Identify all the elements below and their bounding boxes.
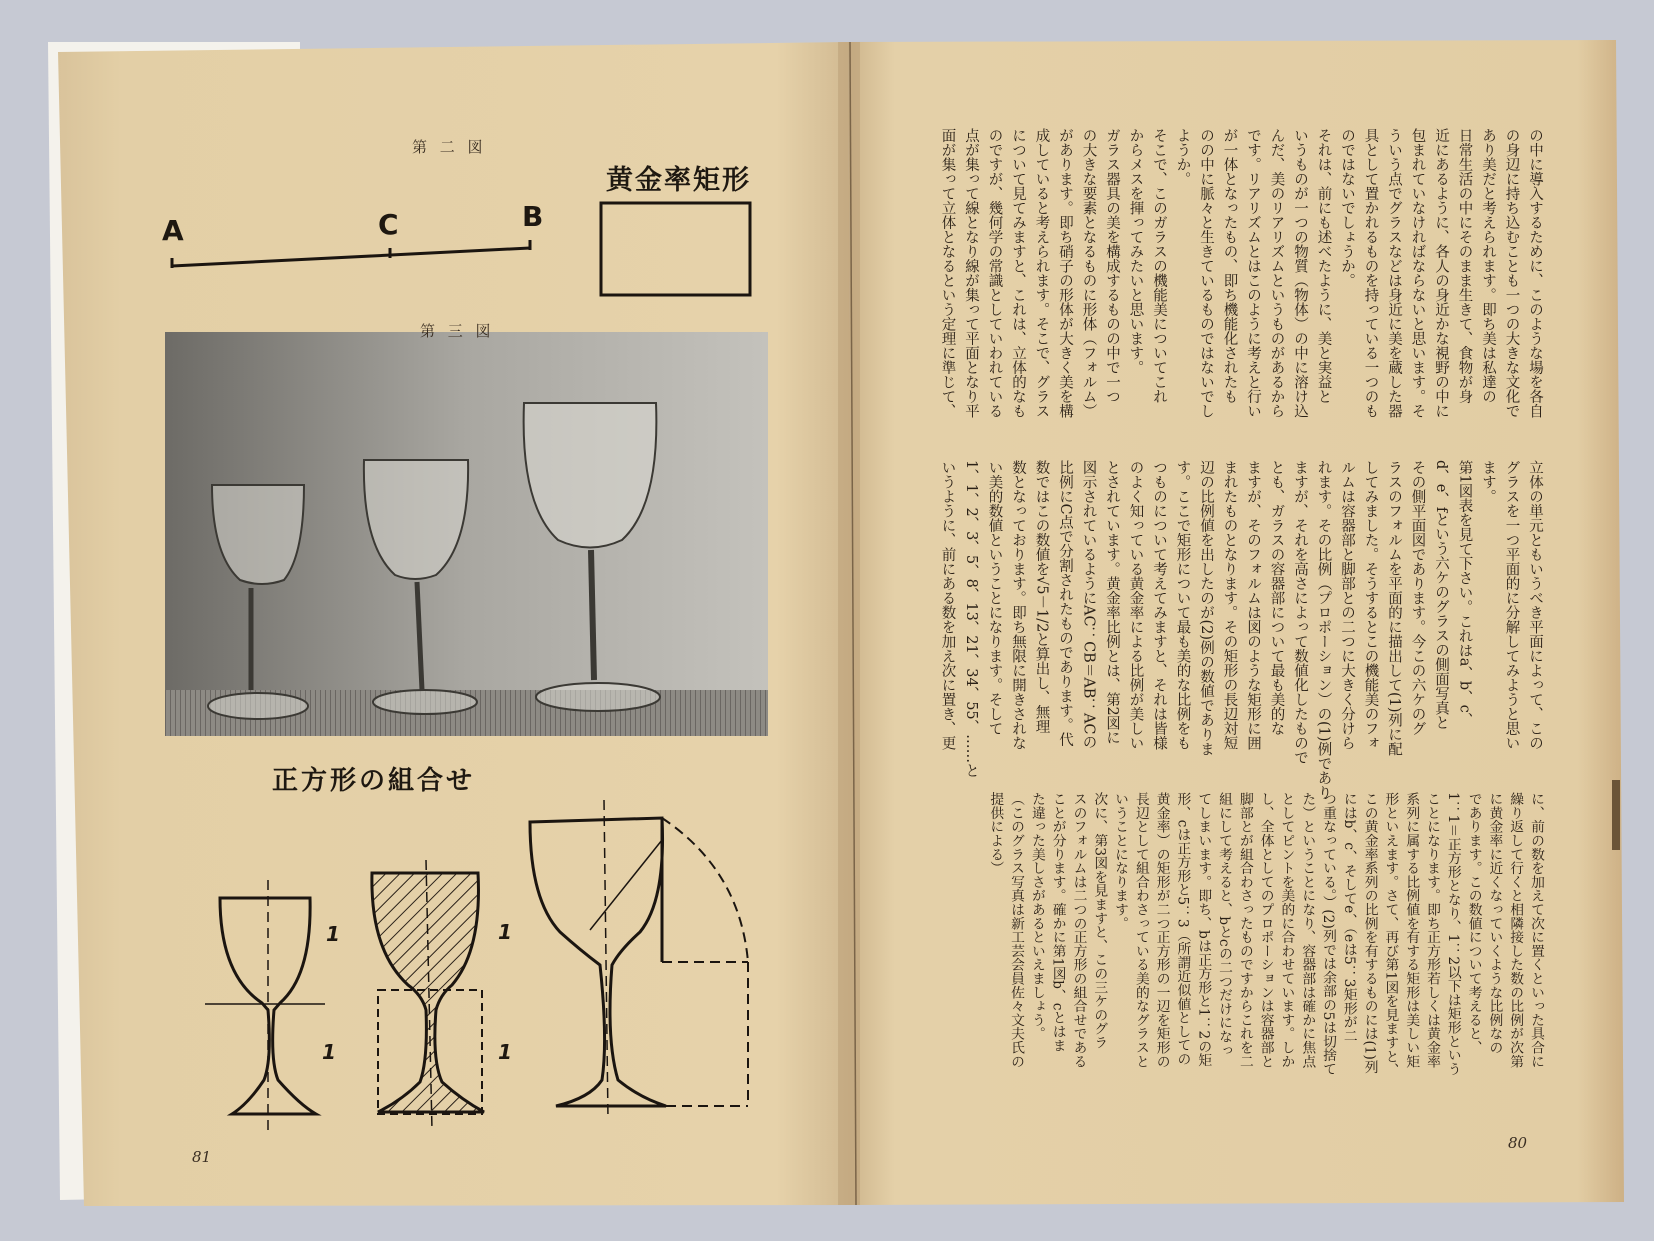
text-column: のの中に脈々と生きているものではないでし: [1198, 128, 1214, 418]
text-column: 点が集って線となり線が集って平面となり平: [963, 128, 979, 418]
right-page-middle-block: [912, 460, 1543, 800]
text-column: ことになります。即ち正方形若しくは黄金率: [1424, 792, 1441, 1068]
text-column: のですが、幾何学の常識としていわれている: [986, 128, 1003, 418]
text-column: 次に、第3図を見ますと、この三ケのグラ: [1091, 792, 1108, 1050]
text-column: の身辺に持ち込むことも一つの大きな文化で: [1503, 128, 1520, 418]
text-column: 提供による）: [987, 792, 1004, 875]
glasses-photo: [165, 332, 768, 736]
text-column: （このグラス写真は新工芸会員佐々文夫氏の: [1008, 792, 1025, 1068]
text-column: してみました。そうするとこの機能美のフォ: [1362, 460, 1379, 750]
text-column: が一体となったもの、即ち機能化されたも: [1221, 128, 1238, 404]
text-column: 形といえます。さて、再び第1図を見ますと、: [1382, 792, 1399, 1077]
text-column: 立体の単元ともいうべき平面によって、この: [1527, 460, 1543, 750]
text-column: にはb、c、そしてe、（eは5：3矩形が二: [1340, 792, 1357, 1043]
segment-label-a: A: [162, 214, 184, 247]
text-column: としてピントを美的に合わせています。しか: [1278, 792, 1295, 1068]
text-column: スのフォルムは二つの正方形の組合せである: [1070, 792, 1087, 1068]
text-column: 脚部とが組合わさったものですからこれを二: [1236, 792, 1253, 1068]
right-page-lower-block: [912, 792, 1542, 1122]
text-column: です。リアリズムとはこのように考えと行い: [1245, 128, 1261, 418]
text-column: 黄金率）の矩形が二つ正方形の一辺を矩形の: [1153, 792, 1170, 1068]
segment-label-b: B: [522, 200, 544, 233]
text-column: ういう点でグラスなどは身近に美を蔵した器: [1386, 128, 1402, 418]
text-column: ことが分ります。確かに第1図b、cとはま: [1049, 792, 1066, 1052]
text-column: とされています。黄金率比例とは、第2図に: [1104, 460, 1120, 745]
text-column: まれたものとなります。その矩形の長辺対短: [1221, 460, 1238, 750]
segment-label-c: C: [378, 208, 399, 241]
golden-rectangle-heading: 黄金率矩形: [606, 165, 751, 196]
text-column: この黄金率系列の比例を有するものには(1)列: [1361, 792, 1378, 1074]
binding-clip: [1612, 780, 1620, 850]
text-column: からメスを揮ってみたいと思います。: [1127, 128, 1144, 375]
text-column: 具として置かれるものを持っている一つのも: [1362, 128, 1379, 418]
text-column: ようか。: [1174, 128, 1191, 186]
text-column: 数ではこの数値を√5－1/2と算出し、無理: [1033, 460, 1050, 734]
text-column: 近にあるように、各人の身近かな視野の中に: [1433, 128, 1449, 418]
text-column: d、e、fという六ケのグラスの側面写真と: [1433, 460, 1449, 730]
text-column: いうものが一つの物質（物体）の中に溶け込: [1292, 128, 1308, 418]
text-column: であります。この数値について考えると、: [1465, 792, 1482, 1055]
text-column: 1、1、2、3、5、8、13、21、34、55、……と: [963, 460, 979, 778]
text-column: 数となっております。即ち無限に開きされな: [1010, 460, 1026, 750]
ratio-label-1: 1: [326, 922, 340, 946]
text-column: の中に導入するために、このような場を各自: [1527, 128, 1543, 418]
text-column: 辺の比例値を出したのが(2)例の数値でありま: [1198, 460, 1214, 757]
ratio-label-2: 1: [322, 1040, 336, 1064]
text-column: 包まれていなければならないと思います。そ: [1409, 128, 1426, 418]
text-column: ますが、そのフォルムは図のような矩形に囲: [1245, 460, 1261, 750]
text-column: あり美だと考えられます。即ち美は私達の: [1480, 128, 1496, 404]
text-column: いうことになります。: [1112, 792, 1129, 930]
text-column: ガラス器具の美を構成するものの中で一つ: [1104, 128, 1120, 404]
text-column: 組にして考えると、bとcの二つだけになっ: [1216, 792, 1233, 1057]
right-page-upper-block: [912, 128, 1542, 428]
text-column: 日常生活の中にそのまま生きて、食物が身: [1456, 128, 1473, 404]
text-column: その側平面図であります。今この六ケのグ: [1409, 460, 1426, 736]
text-column: ます。: [1480, 460, 1496, 504]
text-column: のではないでしょうか。: [1339, 128, 1355, 288]
text-column: つ重なっている。）(2)列では余部の5は切捨て: [1320, 792, 1337, 1076]
text-column: いうように、前にある数を加え次に置き、更: [939, 460, 956, 750]
text-column: 1：1＝正方形となり、1：2以下は矩形という: [1444, 792, 1461, 1076]
text-column: の大きな要素となるものに形体（フォルム）: [1080, 128, 1097, 418]
text-column: んだ、美のリアリズムというものがあるから: [1268, 128, 1285, 418]
text-column: れます。その比例（プロポーション）の(1)例であり: [1315, 460, 1332, 800]
figure3-caption: 第 三 図: [420, 322, 495, 340]
text-column: のよく知っている黄金率による比例が美しい: [1127, 460, 1144, 750]
page-number-left: 81: [192, 1148, 212, 1166]
text-column: 系列に属する比例値を有する矩形は美しい矩: [1403, 792, 1420, 1068]
text-column: とも、ガラスの容器部について最も美的な: [1268, 460, 1285, 736]
text-column: に、前の数を加えて次に置くといった具合に: [1528, 792, 1544, 1068]
text-column: 繰り返して行くと相隣接した数の比例が次第: [1507, 792, 1524, 1068]
text-column: に黄金率に近くなっていくような比例なの: [1486, 792, 1503, 1055]
text-column: ますが、それを高さによって数値化したもので: [1292, 460, 1308, 765]
text-column: があります。即ち硝子の形体が大きく美を構: [1057, 128, 1073, 418]
text-column: そこで、このガラスの機能美についてこれ: [1151, 128, 1167, 404]
text-column: 図示されているようにAC：CB＝AB：ACの: [1080, 460, 1097, 750]
squares-heading: 正方形の組合せ: [272, 766, 476, 796]
text-column: 比例にC点で分割されたものであります。代: [1057, 460, 1073, 747]
text-column: 面が集って立体となるという定理に準じて、: [939, 128, 956, 418]
text-column: し、全体としてのプロポーションは容器部と: [1257, 792, 1274, 1068]
text-column: す。ここで矩形について最も美的な比例をも: [1174, 460, 1191, 750]
text-column: い美的数値ということになります。そして: [986, 460, 1003, 736]
text-column: 長辺として組合わさっている美的なグラスと: [1132, 792, 1149, 1068]
text-column: ラスのフォルムを平面的に描出して(1)列に配: [1386, 460, 1402, 757]
text-column: それは、前にも述べたように、美と実益と: [1315, 128, 1332, 404]
text-column: ルムは容器部と脚部との二つに大きく分けら: [1339, 460, 1355, 750]
text-column: 形、cは正方形と5：3（所謂近似値としての: [1174, 792, 1191, 1066]
figure2-caption: 第 二 図: [412, 138, 487, 156]
ratio-label-3: 1: [498, 920, 512, 944]
text-column: た違った美しさがあるといえましょう。: [1028, 792, 1045, 1041]
text-column: つものについて考えてみますと、それは皆様: [1151, 460, 1167, 750]
page-number-right: 80: [1508, 1134, 1528, 1152]
ratio-label-4: 1: [498, 1040, 512, 1064]
text-column: てしまいます。即ち、bは正方形と1：2の矩: [1195, 792, 1212, 1067]
text-column: グラスを一つ平面的に分解してみようと思い: [1503, 460, 1520, 750]
text-column: 成していると考えられます。そこで、グラス: [1033, 128, 1050, 418]
text-column: た）ということになり、容器部は確かに焦点: [1299, 792, 1316, 1068]
text-column: について見てみますと、これは、立体的なも: [1010, 128, 1026, 418]
text-column: 第1図表を見て下さい。これはa、b、c、: [1456, 460, 1473, 728]
